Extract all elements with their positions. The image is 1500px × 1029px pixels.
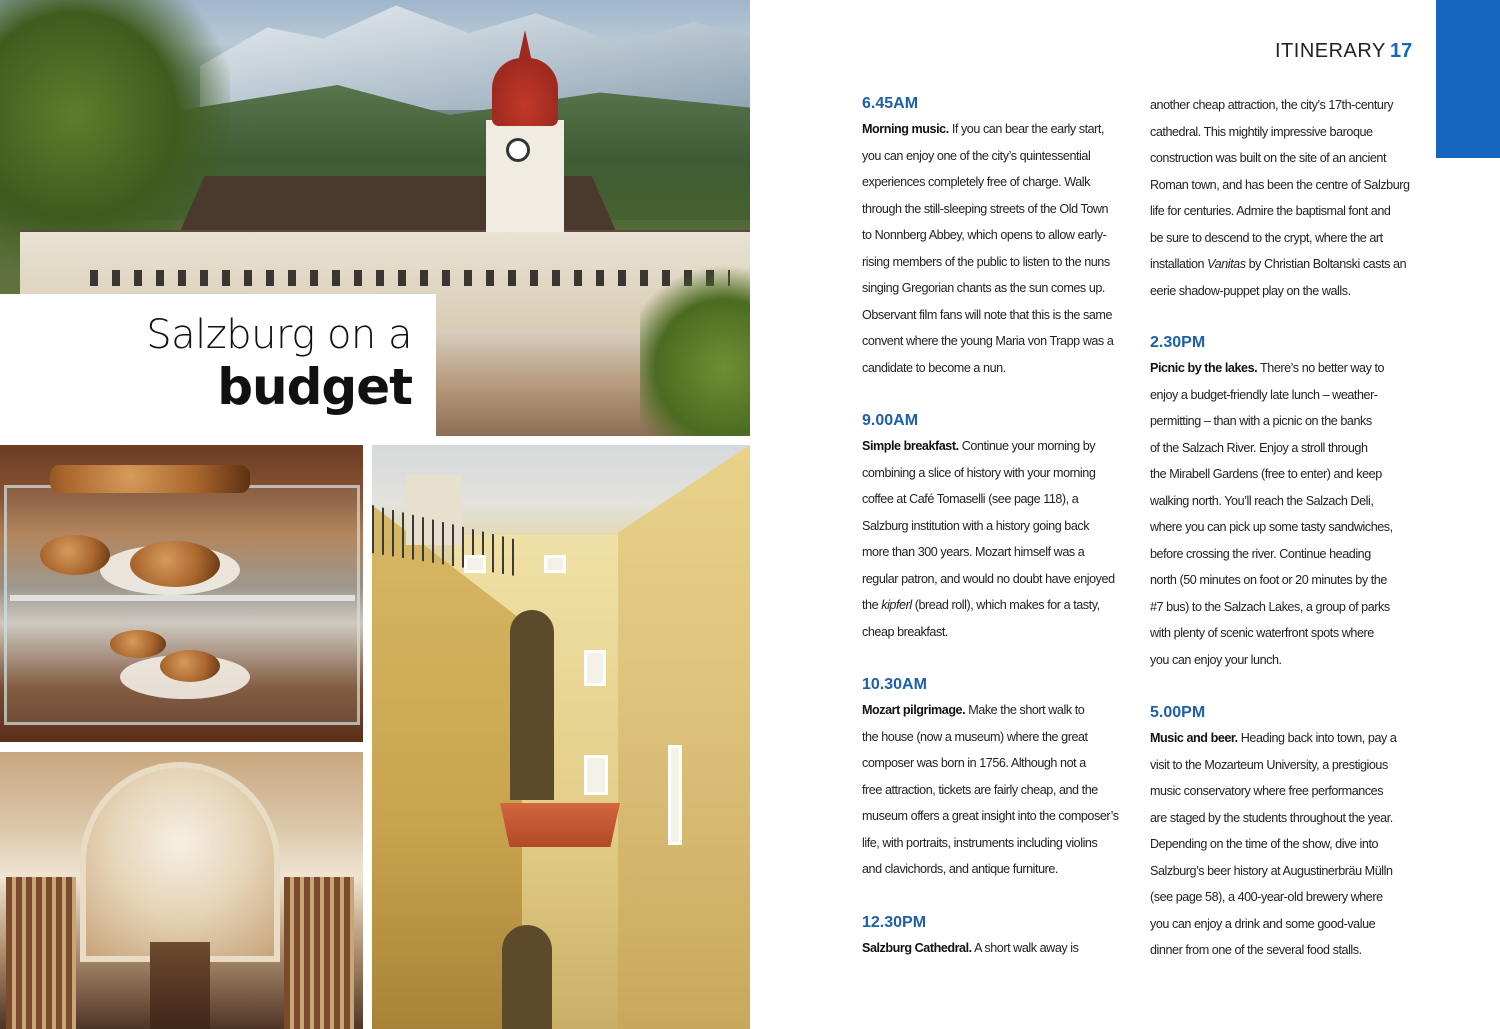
text-line	[862, 249, 1134, 276]
entry-heading: Mozart pilgrimage.	[862, 703, 966, 717]
entry-heading: Simple breakfast.	[862, 439, 959, 453]
body-text: you can enjoy one of the city’s quintessential	[862, 148, 1091, 163]
body-text: where you can pick up some tasty sandwiches,	[1150, 520, 1393, 534]
text-line	[1150, 198, 1422, 225]
body-text: (see page 58), a 400-year-old brewery where	[1150, 890, 1383, 904]
body-text: Salzburg’s beer history at Augustinerbräu Mülln	[1150, 863, 1393, 878]
text-line	[862, 856, 1134, 883]
text-line	[1150, 514, 1422, 541]
text-line	[1150, 225, 1422, 252]
body-text: singing Gregorian chants as the sun comes up.	[862, 281, 1105, 295]
body-text: visit to the Mozarteum University, a prestigious	[1150, 757, 1388, 772]
text-line	[862, 777, 1134, 804]
entry-time: 6.45AM	[862, 95, 919, 112]
text-line	[1150, 594, 1422, 621]
text-line	[1150, 461, 1422, 488]
body-text: life, with portraits, instruments including violins	[862, 835, 1098, 850]
body-text: are staged by the students throughout the year.	[1150, 810, 1393, 825]
itinerary-entry	[862, 911, 1134, 962]
body-text: coffee at Café Tomaselli (see page 118), a	[862, 492, 1079, 506]
text-line	[1150, 884, 1422, 911]
entry-time: 9.00AM	[862, 412, 919, 429]
text-line	[862, 566, 1134, 593]
text-line	[1150, 831, 1422, 858]
itinerary-entry	[1150, 701, 1422, 964]
body-text: the house (now a museum) where the great	[862, 729, 1088, 744]
body-text: more than 300 years. Mozart himself was a	[862, 545, 1085, 559]
text-line	[1150, 251, 1422, 278]
body-text: enjoy a budget-friendly late lunch – weather-	[1150, 387, 1378, 402]
text-line	[862, 486, 1134, 513]
body-text: Make the short walk to	[965, 703, 1085, 717]
entry-time: 2.30PM	[1150, 334, 1206, 351]
page-title-line2: budget	[217, 358, 412, 416]
body-text: free attraction, tickets are fairly cheap, and the	[862, 782, 1098, 797]
body-text: Depending on the time of the show, dive into	[1150, 837, 1379, 851]
title-box	[0, 294, 436, 436]
itinerary-entry	[1150, 92, 1422, 304]
text-line	[1150, 752, 1422, 779]
text-line	[862, 275, 1134, 302]
itinerary-entry	[862, 673, 1134, 883]
text-line	[862, 302, 1134, 329]
body-text: candidate to become a nun.	[862, 360, 1006, 375]
text-line	[1150, 805, 1422, 832]
text-line	[1150, 119, 1422, 146]
text-line	[862, 196, 1134, 223]
body-text: cathedral. This mightily impressive baroque	[1150, 124, 1373, 139]
text-line	[862, 830, 1134, 857]
body-text: Salzburg institution with a history going back	[862, 518, 1090, 533]
body-text: #7 bus) to the Salzach Lakes, a group of parks	[1150, 599, 1390, 614]
text-line	[862, 750, 1134, 777]
itinerary-entry	[1150, 331, 1422, 673]
text-line	[862, 116, 1134, 143]
body-text: another cheap attraction, the city’s 17th-century	[1150, 98, 1394, 112]
body-text: of the Salzach River. Enjoy a stroll through	[1150, 440, 1368, 455]
page-title-line1: Salzburg on a	[146, 312, 412, 358]
text-line	[862, 592, 1134, 619]
text-line	[1150, 541, 1422, 568]
body-text: Continue your morning by	[958, 439, 1096, 453]
body-text: music conservatory where free performances	[1150, 784, 1384, 798]
text-line	[862, 935, 1134, 962]
body-text: permitting – than with a picnic on the banks	[1150, 414, 1372, 428]
text-line	[1150, 382, 1422, 409]
body-text: If you can bear the early start,	[948, 122, 1105, 136]
body-text: and clavichords, and antique furniture.	[862, 862, 1058, 876]
text-line	[1150, 435, 1422, 462]
text-line	[1150, 911, 1422, 938]
text-column-left	[862, 92, 1134, 989]
body-text: A short walk away is	[971, 940, 1079, 955]
text-line	[862, 169, 1134, 196]
body-text: dinner from one of the several food stalls.	[1150, 943, 1362, 957]
body-text: construction was built on the site of an ancient	[1150, 151, 1387, 165]
text-line	[862, 143, 1134, 170]
entry-time: 10.30AM	[862, 676, 927, 693]
text-line	[1150, 620, 1422, 647]
body-text: Roman town, and has been the centre of Salzburg	[1150, 177, 1410, 192]
body-text: the	[862, 598, 882, 612]
text-column-right	[1150, 92, 1422, 992]
text-line	[1150, 725, 1422, 752]
body-text: through the still-sleeping streets of the Old Town	[862, 201, 1109, 216]
text-line	[862, 513, 1134, 540]
itinerary-entry	[862, 409, 1134, 645]
body-text: life for centuries. Admire the baptismal font and	[1150, 204, 1391, 218]
body-text: eerie shadow-puppet play on the walls.	[1150, 283, 1351, 298]
body-text: museum offers a great insight into the composer’s	[862, 809, 1119, 823]
italic-term: Vanitas	[1207, 257, 1246, 271]
cathedral-interior-photo	[0, 752, 363, 1029]
text-line	[1150, 278, 1422, 305]
entry-heading: Music and beer.	[1150, 731, 1238, 745]
body-text: regular patron, and would no doubt have enjoyed	[862, 571, 1115, 586]
entry-heading: Salzburg Cathedral.	[862, 940, 972, 955]
text-line	[862, 460, 1134, 487]
body-text: cheap breakfast.	[862, 624, 948, 639]
text-line	[862, 433, 1134, 460]
text-line	[1150, 858, 1422, 885]
text-line	[862, 697, 1134, 724]
text-line	[1150, 172, 1422, 199]
text-line	[1150, 408, 1422, 435]
body-text: installation	[1150, 257, 1208, 271]
body-text: before crossing the river. Continue heading	[1150, 546, 1371, 561]
body-text: with plenty of scenic waterfront spots where	[1150, 626, 1374, 640]
body-text: composer was born in 1756. Although not a	[862, 756, 1086, 770]
body-text: Heading back into town, pay a	[1237, 731, 1397, 745]
text-line	[862, 355, 1134, 382]
body-text: Observant film fans will note that this is the same	[862, 307, 1113, 322]
entry-time: 12.30PM	[862, 913, 927, 931]
entry-time: 5.00PM	[1150, 704, 1206, 721]
body-text: combining a slice of history with your morning	[862, 465, 1096, 480]
itinerary-entry	[862, 92, 1134, 381]
text-line	[862, 539, 1134, 566]
text-line	[1150, 92, 1422, 119]
section-label: ITINERARY	[1275, 40, 1386, 62]
text-line	[1150, 488, 1422, 515]
body-text: experiences completely free of charge. Walk	[862, 175, 1090, 189]
text-line	[1150, 647, 1422, 674]
text-line	[1150, 937, 1422, 964]
text-line	[862, 724, 1134, 751]
italic-term: kipferl	[881, 598, 912, 612]
body-text: the Mirabell Gardens (free to enter) and keep	[1150, 467, 1382, 481]
text-line	[862, 803, 1134, 830]
body-text: (bread roll), which makes for a tasty,	[911, 598, 1100, 612]
section-tab	[1436, 0, 1500, 158]
body-text: you can enjoy your lunch.	[1150, 652, 1282, 667]
body-text: you can enjoy a drink and some good-value	[1150, 916, 1376, 931]
text-line	[1150, 567, 1422, 594]
text-line	[1150, 145, 1422, 172]
page-number: 17	[1390, 40, 1413, 62]
body-text: to Nonnberg Abbey, which opens to allow early-	[862, 228, 1107, 242]
courtyard-photo	[372, 445, 750, 1029]
entry-heading: Picnic by the lakes.	[1150, 361, 1258, 375]
text-line	[1150, 778, 1422, 805]
text-line	[862, 222, 1134, 249]
body-text: convent where the young Maria von Trapp was a	[862, 334, 1114, 348]
body-text: rising members of the public to listen to the nuns	[862, 254, 1110, 269]
body-text: by Christian Boltanski casts an	[1245, 257, 1407, 271]
entry-heading: Morning music.	[862, 122, 949, 136]
body-text: There’s no better way to	[1257, 361, 1385, 375]
body-text: north (50 minutes on foot or 20 minutes by the	[1150, 573, 1387, 587]
body-text: be sure to descend to the crypt, where the art	[1150, 230, 1383, 245]
pastry-case-photo	[0, 445, 363, 742]
text-line	[862, 619, 1134, 646]
text-line	[862, 328, 1134, 355]
body-text: walking north. You’ll reach the Salzach Deli,	[1150, 493, 1374, 508]
text-line	[1150, 355, 1422, 382]
